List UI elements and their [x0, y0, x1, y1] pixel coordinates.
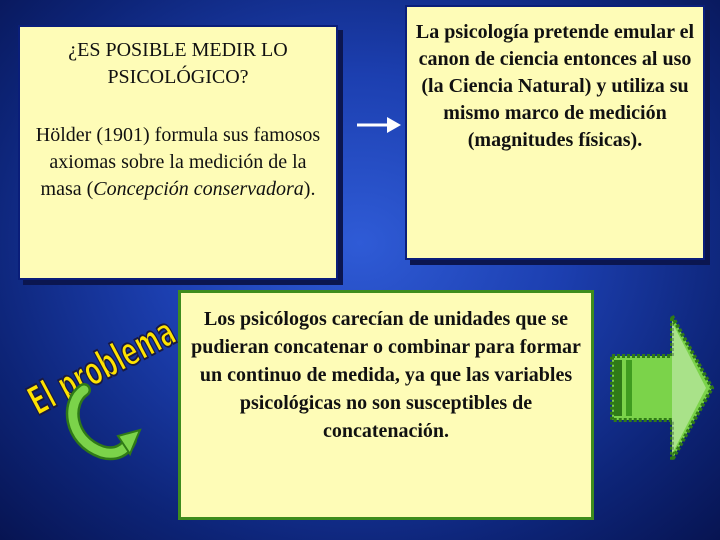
question-heading: ¿ES POSIBLE MEDIR LO PSICOLÓGICO? [68, 39, 288, 88]
right-text-box [405, 5, 705, 260]
holder-suffix: ). [303, 178, 316, 200]
el-problema-wordart [6, 257, 280, 470]
wordart-text: El problema [20, 257, 280, 425]
holder-italic: Concepción conservadora [93, 178, 304, 200]
holder-text: Hölder (1901) formula sus famosos axiomas sobre la medición de la masa ( [35, 124, 321, 200]
left-text-box [18, 25, 338, 280]
bottom-text-box [178, 290, 594, 520]
concatenation-paragraph: Los psicólogos carecían de unidades que se pudieran concatenar o combinar para formar un continuo de medida, ya que las variables psicológicas no son susceptibles de concatenación. [191, 308, 581, 442]
psychology-paragraph: La psicología pretende emular el canon de ciencia entonces al uso (la Ciencia Natural) y utiliza su mismo marco de medición (magnitudes físicas). [415, 21, 695, 151]
right-arrow-icon [355, 110, 403, 140]
big-right-arrow-icon [610, 312, 716, 464]
holder-paragraph [30, 122, 326, 203]
